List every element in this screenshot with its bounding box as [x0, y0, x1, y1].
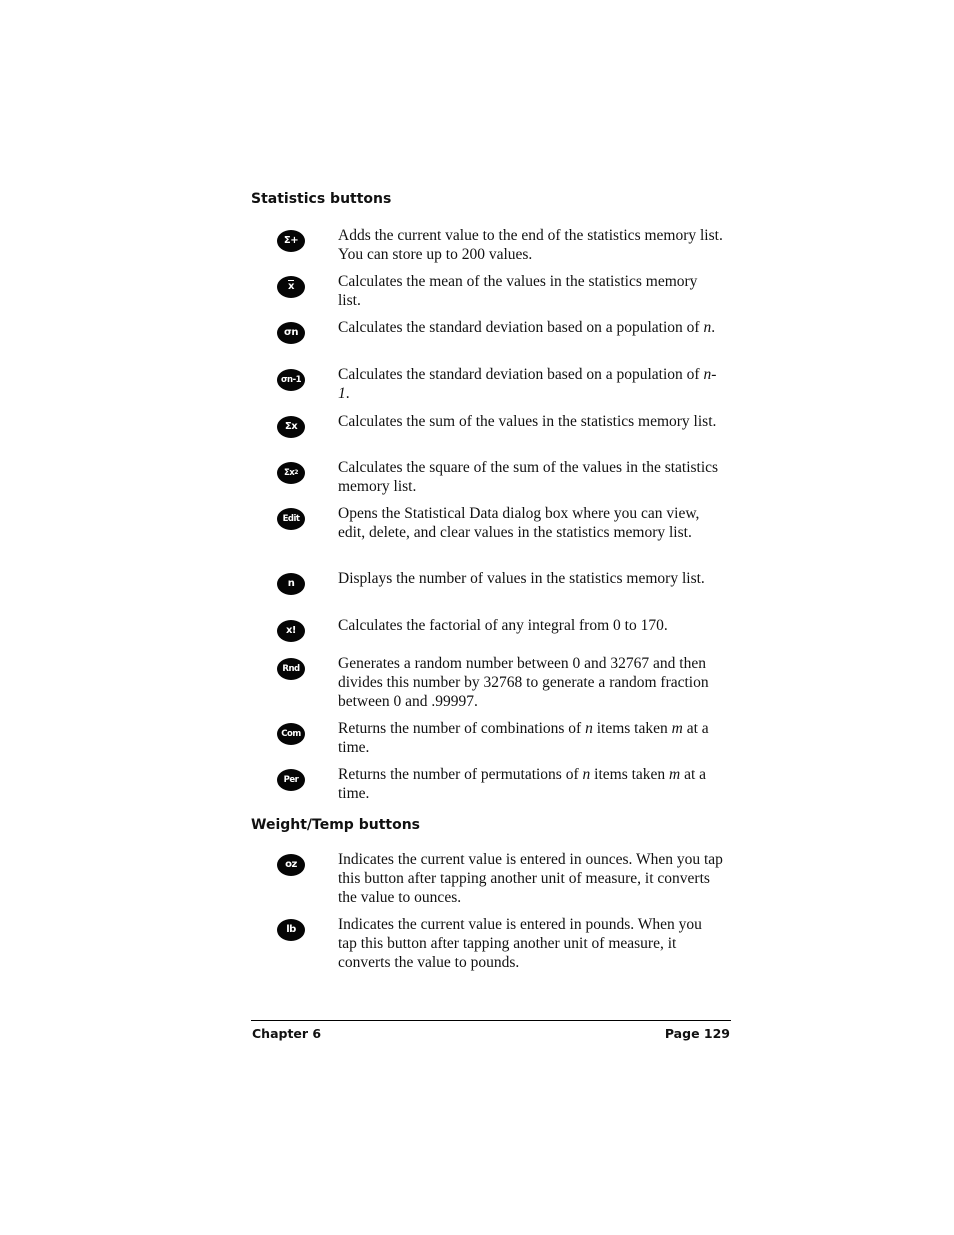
weight-temp-buttons-heading: Weight/Temp buttons [251, 817, 420, 833]
button-description: Calculates the square of the sum of the values in the statistics memory list. [338, 459, 719, 495]
sigma-n-minus-1-icon: σn-1 [277, 369, 305, 391]
factorial-icon: x! [277, 620, 305, 642]
combinations-icon: Com [277, 723, 305, 745]
button-description: Returns the number of permutations of n items taken m at a time. [338, 766, 707, 802]
sigma-n-icon: σn [277, 322, 305, 344]
button-description: Calculates the factorial of any integral from 0 to 170. [338, 617, 668, 634]
button-description: Calculates the mean of the values in the statistics memory list. [338, 273, 698, 309]
button-description: Indicates the current value is entered in pounds. When you tap this button after tapping another unit of measure, it converts the value to pounds. [338, 916, 702, 971]
footer-page-number: Page 129 [664, 1026, 730, 1041]
statistics-buttons-heading: Statistics buttons [251, 191, 392, 207]
button-description: Calculates the standard deviation based on a population of n-1. [338, 366, 717, 402]
random-icon: Rnd [277, 658, 305, 680]
button-description: Indicates the current value is entered in ounces. When you tap this button after tapping another unit of measure, it converts the value to ounces. [338, 851, 723, 906]
pounds-icon: lb [277, 919, 305, 941]
button-description: Opens the Statistical Data dialog box where you can view, edit, delete, and clear values in the statistics memory list. [338, 505, 700, 541]
footer-chapter: Chapter 6 [252, 1026, 322, 1041]
sigma-plus-icon: Σ+ [277, 230, 305, 252]
button-description: Adds the current value to the end of the statistics memory list. You can store up to 200 values. [338, 227, 723, 263]
footer-rule [251, 1020, 731, 1021]
button-description: Displays the number of values in the statistics memory list. [338, 570, 705, 587]
ounces-icon: oz [277, 854, 305, 876]
edit-icon: Edit [277, 508, 305, 530]
button-description: Calculates the standard deviation based on a population of n. [338, 319, 716, 336]
n-count-icon: n [277, 573, 305, 595]
sum-x-squared-icon: Σx 2 [277, 462, 305, 484]
permutations-icon: Per [277, 769, 305, 791]
mean-x-bar-icon: $\overline{x}$ [277, 276, 305, 298]
button-description: Generates a random number between 0 and 32767 and then divides this number by 32768 to generate a random fraction between 0 and .99997. [338, 655, 709, 710]
sum-x-icon: Σx [277, 416, 305, 438]
button-description: Returns the number of combinations of n items taken m at a time. [338, 720, 709, 756]
button-description: Calculates the sum of the values in the statistics memory list. [338, 413, 717, 430]
